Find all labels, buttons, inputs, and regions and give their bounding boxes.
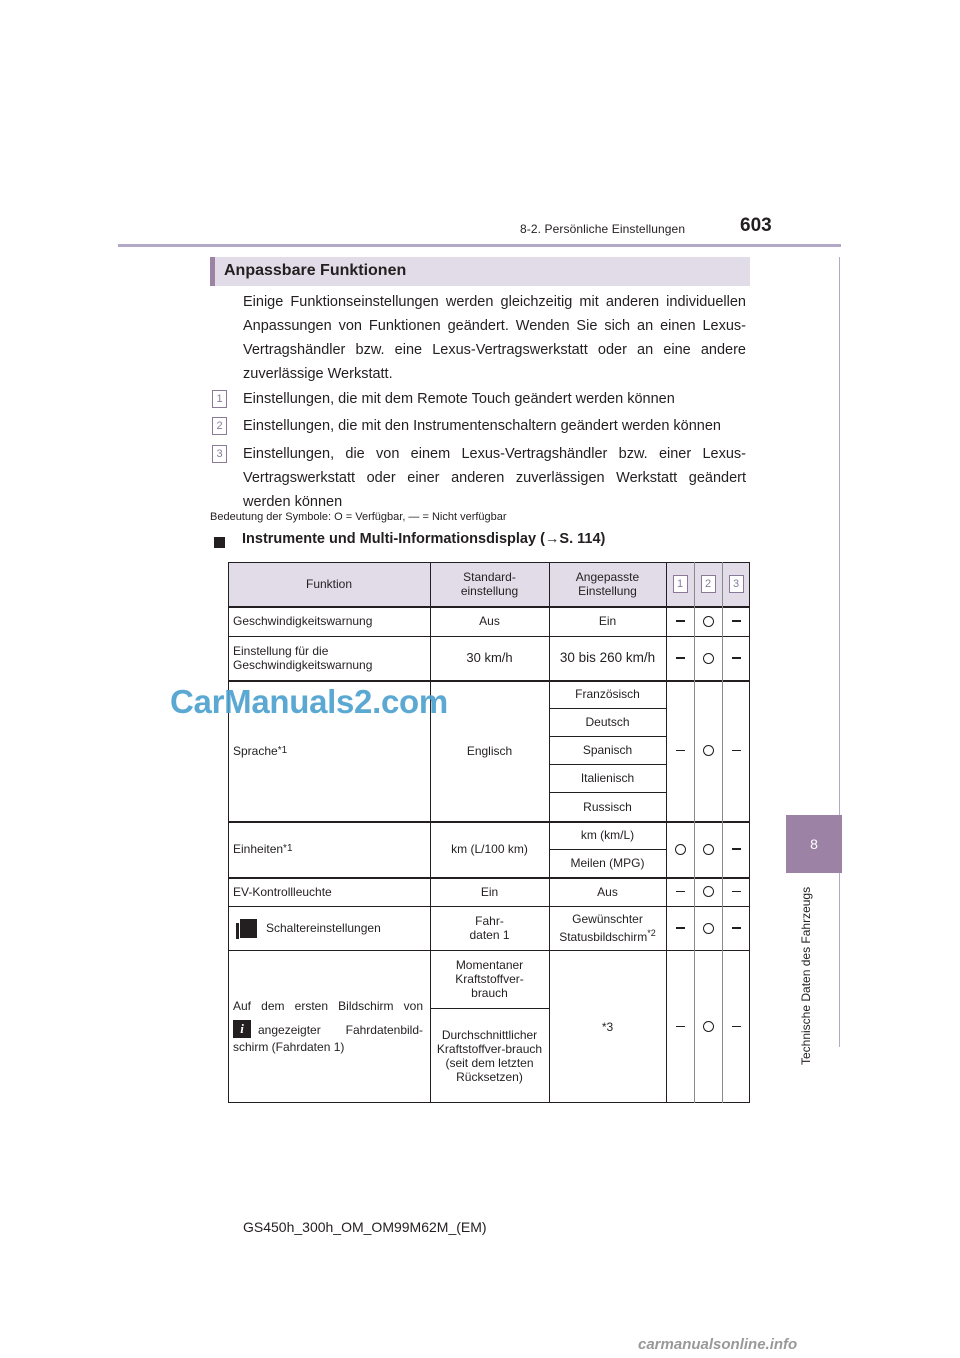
row-fahrdaten-funktion-c: schirm (Fahrdaten 1) [233, 1040, 345, 1054]
table-col-rule [666, 562, 667, 1103]
display-screen-icon [240, 919, 257, 938]
chapter-label-wrap [780, 880, 813, 1070]
row-sprache-label: Sprache [233, 743, 278, 758]
header-badge-1: 1 [673, 575, 688, 593]
row-fahrdaten-funktion-a: Auf dem ersten Bildschirm von [233, 999, 423, 1013]
table-subrow-rule [549, 736, 666, 737]
intro-paragraph: Einige Funktionseinstellungen werden gleichzeitig mit anderen individuellen Anpassungen von Funktionen geändert. Wenden Sie sich an einen Lexus-Vertragshändler bzw. eine Lexus-Vertragswerkstatt oder an eine andere zuverlässige Werkstatt. [243, 294, 746, 382]
footer-watermark[interactable]: carmanualsonline.info [638, 1336, 798, 1353]
row-schalter-angepasst-text: Gewünschter Statusbildschirm [559, 912, 648, 944]
settings-table [228, 562, 750, 1103]
unavailable-dash-icon [732, 750, 741, 751]
row-geschw-standard: Aus [479, 614, 500, 628]
available-circle-icon [675, 844, 686, 855]
list-badge-3: 3 [212, 445, 227, 463]
header-funktion: Funktion [305, 577, 353, 591]
square-bullet-icon [214, 537, 225, 548]
header-rule [118, 244, 841, 247]
table-row-rule [228, 877, 750, 879]
available-circle-icon [703, 886, 714, 897]
header-badge-2: 2 [701, 575, 716, 593]
einheiten-option: km (km/L) [580, 828, 635, 842]
side-divider [839, 257, 840, 1047]
unavailable-dash-icon [732, 891, 741, 892]
row-sprache-standard: Englisch [466, 743, 513, 758]
chapter-number: 8 [810, 836, 818, 852]
row-einheiten-label: Einheiten [233, 842, 284, 856]
footnote-marker: *1 [283, 843, 293, 854]
unavailable-dash-icon [732, 620, 741, 621]
page-number: 603 [740, 215, 772, 236]
table-col-rule [430, 562, 431, 1103]
header-section-title: 8-2. Persönliche Einstellungen [520, 222, 686, 236]
row-geschw-einst-funktion: Einstellung für die Geschwindigkeitswarnung [233, 644, 373, 672]
sprache-option: Französisch [575, 687, 640, 701]
table-col-rule [722, 562, 723, 1103]
table-subrow-rule [549, 849, 666, 850]
available-circle-icon [703, 1021, 714, 1032]
header-standard: Standard- einstellung [460, 570, 519, 598]
table-col-rule [549, 562, 550, 1103]
table-row-rule [228, 821, 750, 823]
row-geschw-einst-angepasst: 30 bis 260 km/h [559, 650, 656, 665]
list-item-1: Einstellungen, die mit dem Remote Touch geändert werden können [243, 391, 675, 407]
row-schalter-funktion [228, 906, 430, 950]
table-row-rule [228, 950, 750, 951]
row-fahrdaten-funktion-b: angezeigter Fahrdatenbild- [258, 1023, 423, 1037]
sprache-option: Russisch [583, 799, 632, 814]
row-geschw-funktion: Geschwindigkeitswarnung [233, 614, 373, 628]
unavailable-dash-icon [676, 657, 685, 658]
table-subrow-rule [549, 792, 666, 793]
info-icon: i [233, 1020, 251, 1038]
available-circle-icon [703, 616, 714, 627]
available-circle-icon [703, 653, 714, 664]
row-geschw-einst-standard: 30 km/h [466, 650, 513, 665]
row-einheiten-funktion [228, 821, 430, 877]
fahrdaten-option: Momentaner Kraftstoffver-brauch [455, 958, 524, 1000]
chapter-label: Technische Daten des Fahrzeugs [799, 886, 813, 1065]
table-border-right [749, 562, 750, 1103]
row-einheiten-standard: km (L/100 km) [451, 842, 528, 856]
unavailable-dash-icon [676, 750, 685, 751]
sprache-option: Deutsch [585, 715, 630, 729]
unavailable-dash-icon [676, 891, 685, 892]
row-schalter-label: Schaltereinstellungen [266, 921, 381, 935]
list-badge-2: 2 [212, 417, 227, 435]
header-badge-3: 3 [729, 575, 744, 593]
footnote-marker: *1 [277, 744, 288, 756]
table-subrow-rule [549, 708, 666, 709]
footer-doc-code: GS450h_300h_OM_OM99M62M_(EM) [243, 1219, 487, 1235]
unavailable-dash-icon [732, 927, 741, 928]
row-ev-angepasst: Aus [597, 884, 618, 899]
available-circle-icon [703, 745, 714, 756]
section-heading-accent [210, 257, 215, 286]
header-angepasst: Angepasste Einstellung [575, 570, 640, 598]
row-schalter-angepasst [549, 906, 666, 950]
table-row-rule [228, 906, 750, 907]
table-border-bottom [228, 1102, 750, 1103]
sprache-option: Italienisch [580, 771, 635, 785]
table-subrow-rule [430, 1008, 549, 1009]
list-item-2: Einstellungen, die mit den Instrumentenschaltern geändert werden können [243, 418, 721, 434]
table-subheading: Instrumente und Multi-Informationsdisplay (→S. 114) [242, 531, 606, 547]
section-title: Anpassbare Funktionen [224, 262, 407, 279]
watermark-logo[interactable]: CarManuals2.com [170, 683, 448, 720]
einheiten-option: Meilen (MPG) [570, 856, 645, 870]
row-schalter-standard: Fahr- daten 1 [469, 914, 510, 942]
table-border-top [228, 562, 750, 563]
unavailable-dash-icon [676, 927, 685, 928]
table-subrow-rule [549, 764, 666, 765]
row-fahrdaten-angepasst: *3 [601, 1019, 614, 1034]
table-header-rule [228, 606, 750, 608]
available-circle-icon [703, 844, 714, 855]
list-badge-1: 1 [212, 390, 227, 408]
row-geschw-angepasst: Ein [598, 614, 617, 628]
unavailable-dash-icon [676, 620, 685, 621]
row-ev-standard: Ein [480, 884, 499, 899]
table-border-left [228, 562, 229, 1103]
unavailable-dash-icon [732, 657, 741, 658]
table-col-rule [694, 562, 695, 1103]
row-ev-funktion: EV-Kontrollleuchte [233, 884, 332, 899]
symbol-legend: Bedeutung der Symbole: O = Verfügbar, — = Nicht verfügbar [210, 511, 507, 523]
unavailable-dash-icon [732, 848, 741, 849]
list-item-3: Einstellungen, die von einem Lexus-Vertragshändler bzw. einer Lexus-Vertragswerkstatt oder einer anderen zuverlässigen Werkstatt geändert werden können [243, 446, 746, 510]
available-circle-icon [703, 923, 714, 934]
unavailable-dash-icon [676, 1026, 685, 1027]
footnote-marker: *2 [647, 928, 656, 938]
table-row-rule [228, 680, 750, 682]
unavailable-dash-icon [732, 1026, 741, 1027]
sprache-option: Spanisch [582, 743, 633, 757]
fahrdaten-option: Durchschnittlicher Kraftstoffver-brauch (seit dem letzten Rücksetzen) [436, 1027, 543, 1084]
table-row-rule [228, 636, 750, 637]
